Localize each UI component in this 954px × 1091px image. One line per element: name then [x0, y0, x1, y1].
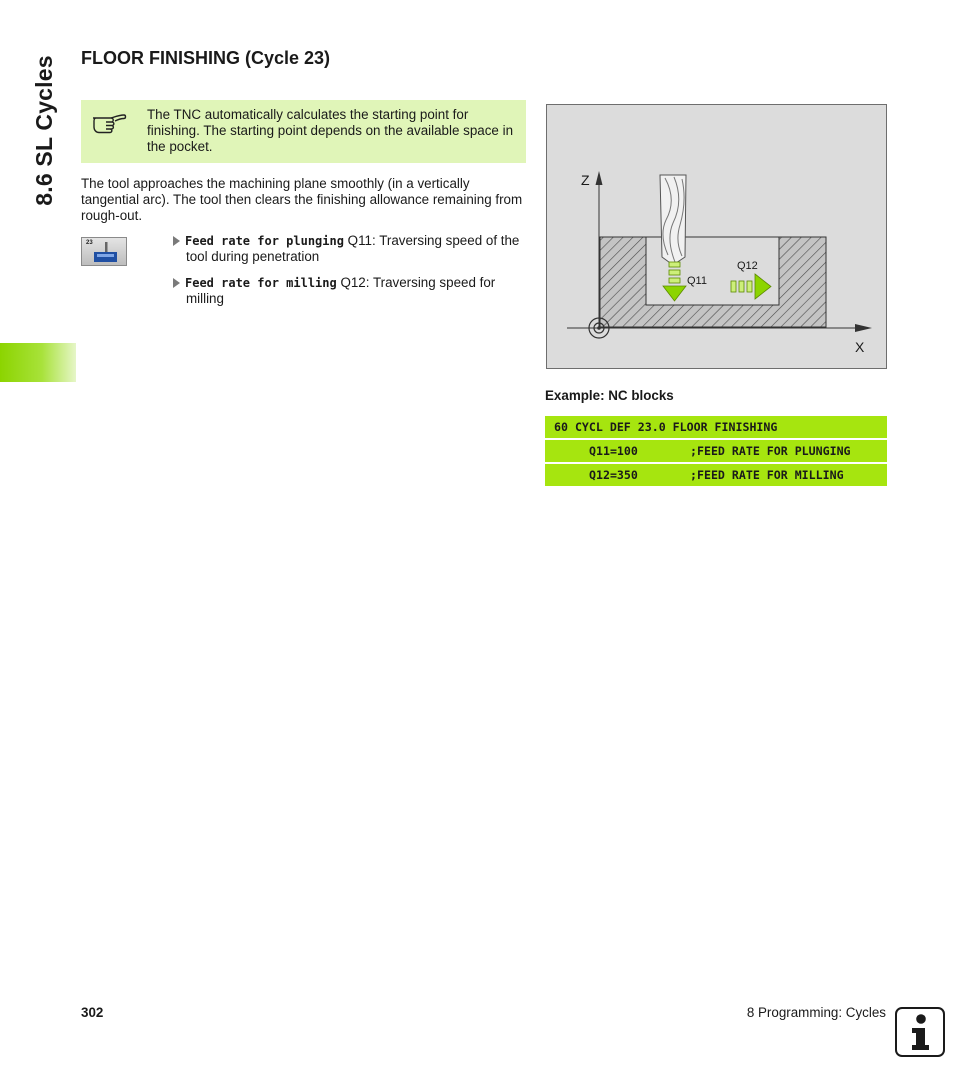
nc-block-code: 60 CYCL DEF 23.0 FLOOR FINISHING: [554, 420, 778, 434]
param-q11: [173, 233, 527, 265]
diagram-svg: [547, 105, 886, 368]
nc-block-line: [545, 416, 887, 438]
param-q12: [173, 275, 527, 307]
page-number: 302: [81, 1005, 104, 1020]
param-bullet-icon: [173, 236, 180, 246]
param-bullet-icon: [173, 278, 180, 288]
info-icon[interactable]: [895, 1007, 945, 1057]
nc-block-line: [545, 440, 887, 462]
cycle-23-softkey[interactable]: [81, 237, 127, 266]
nc-block-comment: ;FEED RATE FOR MILLING: [690, 468, 844, 482]
nc-block-code: Q12=350: [589, 468, 638, 482]
chapter-footer: 8 Programming: Cycles: [746, 1005, 886, 1020]
section-heading: FLOOR FINISHING (Cycle 23): [81, 48, 331, 68]
x-axis-arrow: [855, 324, 872, 332]
floor-finishing-diagram: [546, 104, 887, 369]
floor-finishing-softkey-icon: [82, 238, 126, 265]
param-q12-text: Q12: Traversing speed for milling: [186, 275, 496, 306]
param-q11-text: Q11: Traversing speed of the tool during penetration: [186, 233, 520, 264]
nc-block-line: [545, 464, 887, 486]
side-title-text: 8.6 SL Cycles: [30, 54, 57, 206]
pointing-hand-icon: [91, 109, 127, 135]
chapter-side-title: [14, 40, 74, 220]
param-q11-key: Feed rate for plunging: [185, 234, 344, 248]
note-box: [81, 100, 526, 163]
info-glyph: [897, 1009, 943, 1055]
x-label: X: [855, 339, 865, 355]
param-q12-key: Feed rate for milling: [185, 276, 337, 290]
intro-paragraph: The tool approaches the machining plane smoothly (in a vertically tangential arc). The tool then clears the finishing allowance remaining from rough-out.: [81, 176, 523, 223]
q11-label: Q11: [687, 275, 707, 287]
nc-block-comment: ;FEED RATE FOR PLUNGING: [690, 444, 851, 458]
example-label: Example: NC blocks: [545, 388, 674, 403]
q12-label: Q12: [737, 260, 758, 272]
z-label: Z: [581, 172, 590, 188]
end-mill-tool: [660, 175, 686, 265]
nc-block-code: Q11=100: [589, 444, 638, 458]
z-axis-arrow: [596, 171, 603, 185]
softkey-number: 23: [86, 240, 93, 246]
note-text: The TNC automatically calculates the starting point for finishing. The starting point depends on the available space in the pocket.: [147, 107, 514, 154]
chapter-tab-marker: [0, 343, 76, 382]
